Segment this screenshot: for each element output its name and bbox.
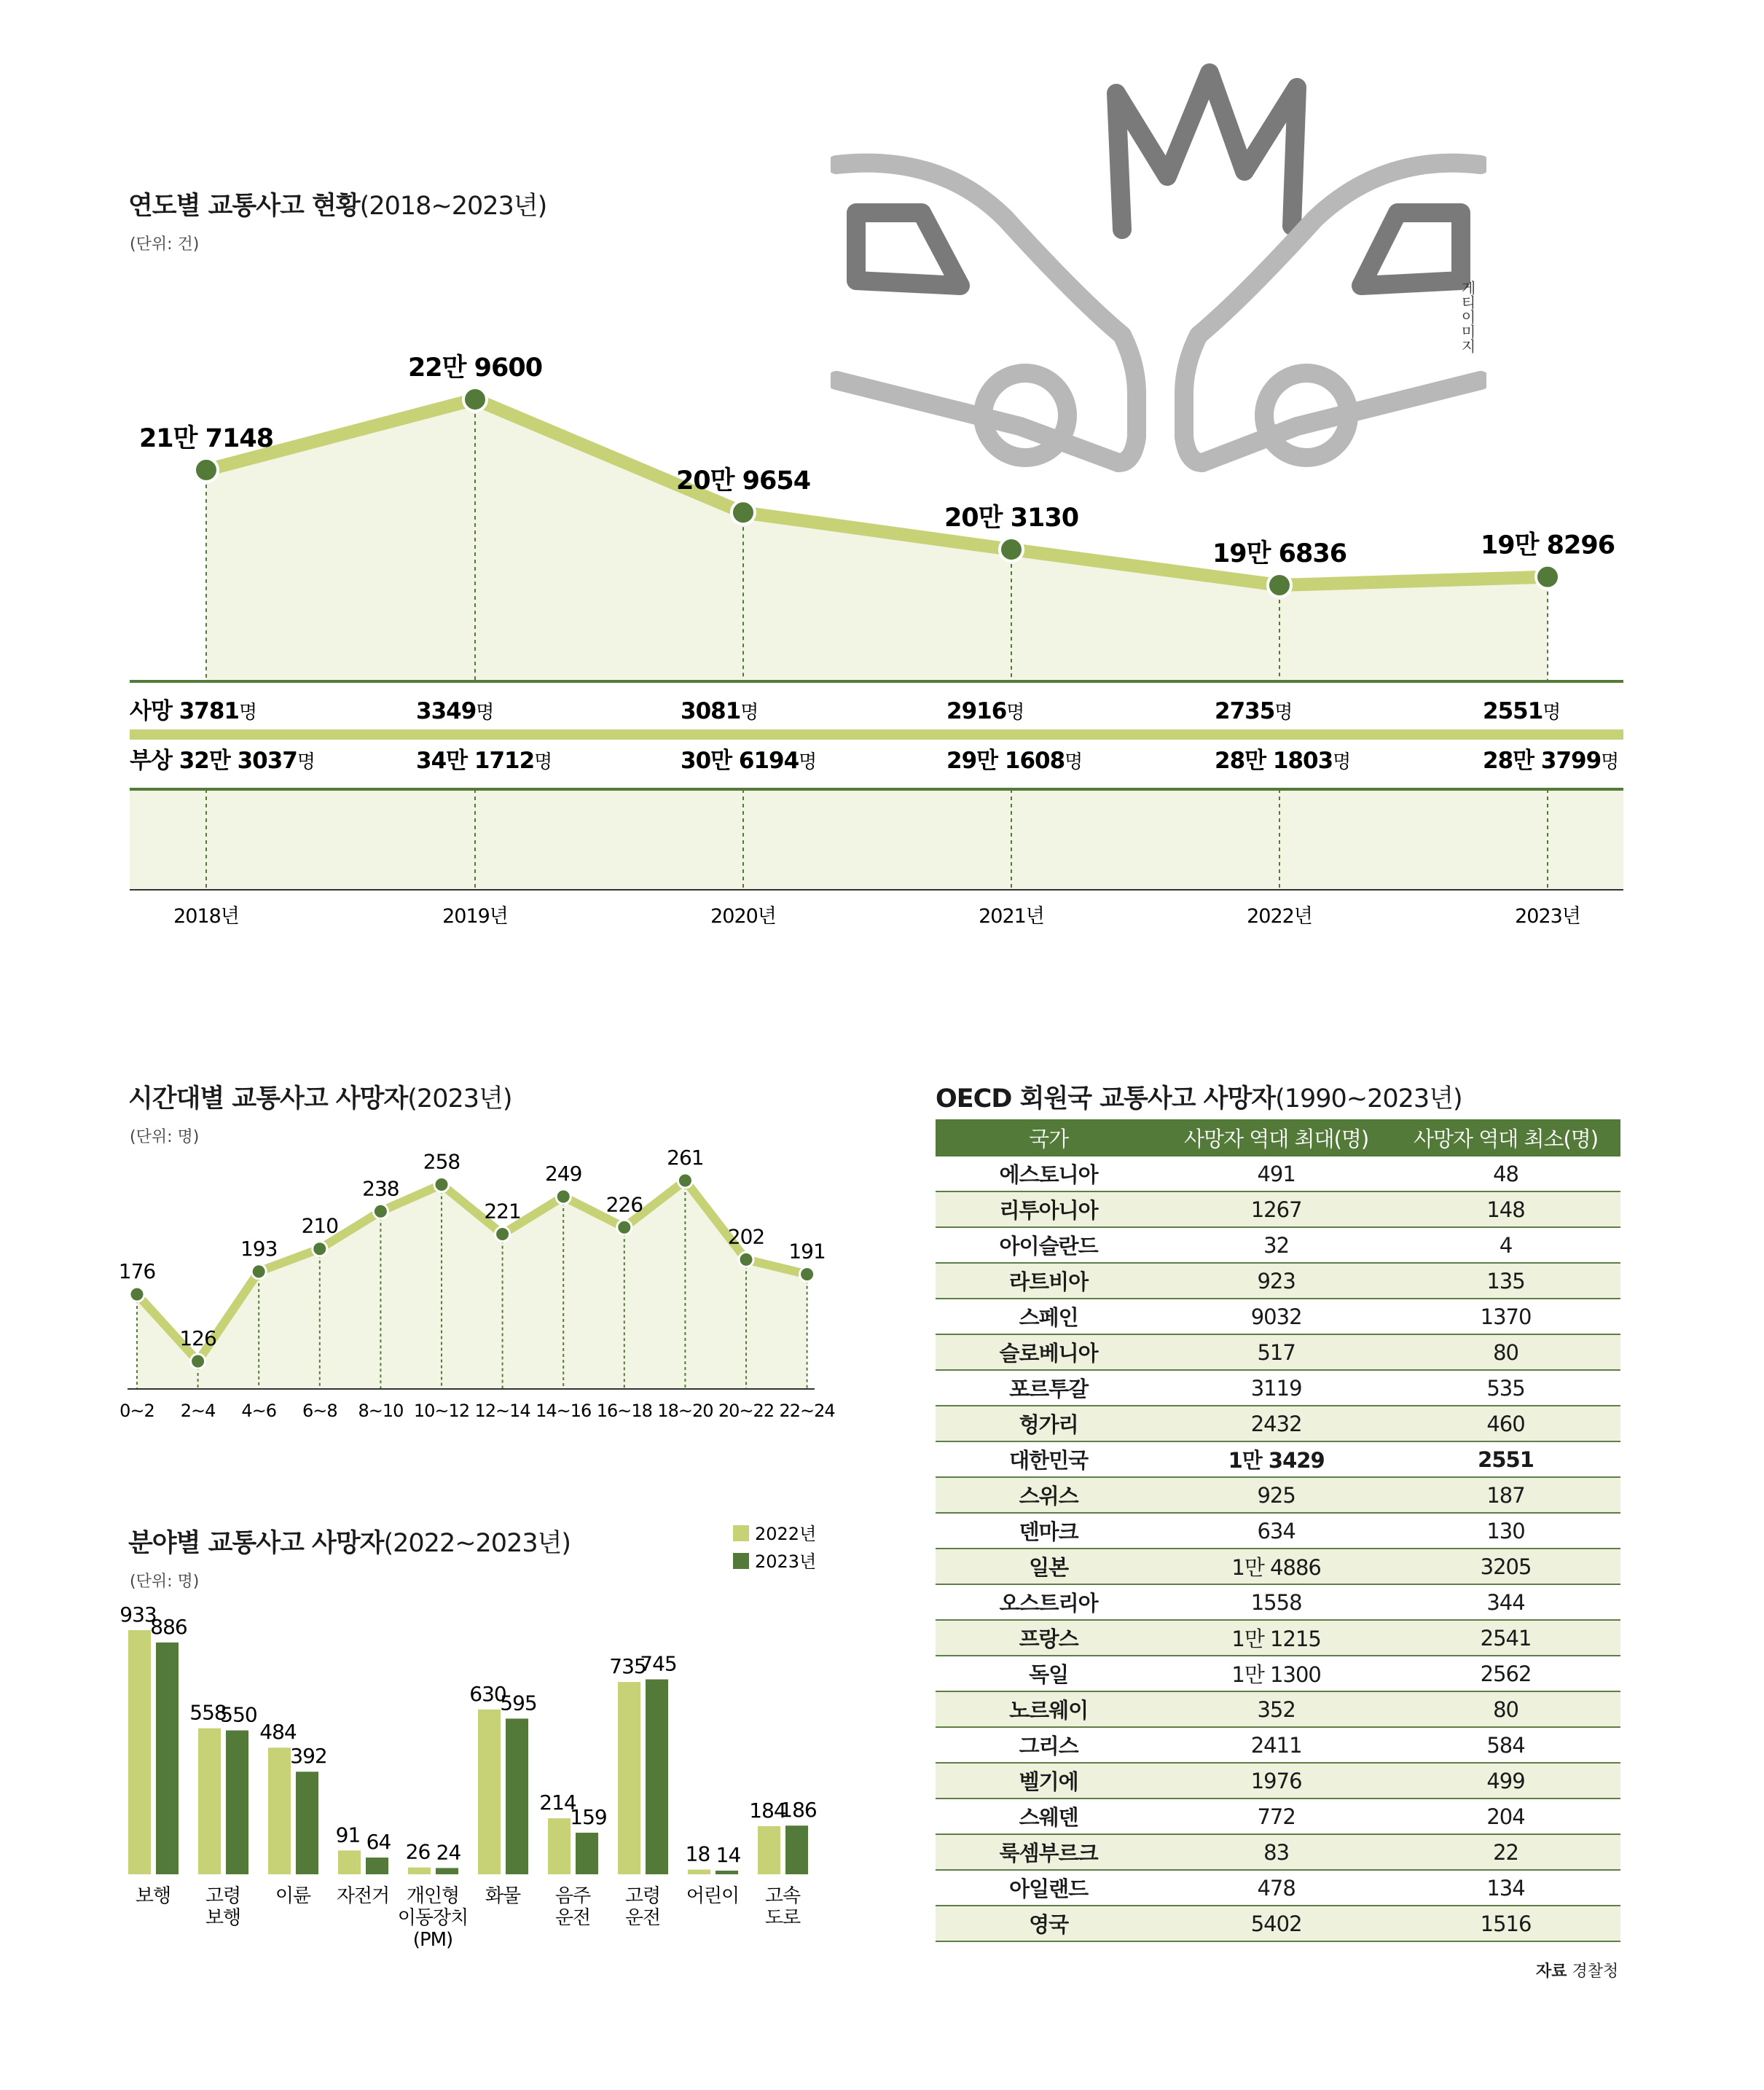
table-row xyxy=(936,1584,1620,1620)
category-x-tick-label: 음주 운전 xyxy=(554,1885,591,1929)
legend-swatch-2023 xyxy=(733,1553,749,1569)
table-row xyxy=(936,1906,1620,1941)
yearly-data-label: 20만 9654 xyxy=(675,466,811,496)
category-data-label-2023: 14 xyxy=(716,1842,741,1867)
category-data-label-2022: 933 xyxy=(119,1602,157,1627)
yearly-x-tick-label: 2019년 xyxy=(442,905,508,928)
hourly-data-point xyxy=(617,1220,632,1234)
oecd-cell-min: 1516 xyxy=(1391,1906,1620,1941)
oecd-cell-max: 923 xyxy=(1161,1263,1391,1299)
oecd-table-title xyxy=(936,1079,1462,1115)
yearly-unit: (단위: 건) xyxy=(130,235,200,254)
category-title-text: 분야별 교통사고 사망자 xyxy=(128,1529,384,1558)
category-bar-2023 xyxy=(366,1858,388,1874)
source-note xyxy=(1536,1959,1618,1981)
table-row xyxy=(936,1477,1620,1513)
hourly-x-tick-label: 10~12 xyxy=(413,1401,470,1421)
hourly-x-tick-label: 16~18 xyxy=(596,1401,652,1421)
oecd-cell-country: 룩셈부르크 xyxy=(936,1834,1161,1870)
hourly-data-label: 191 xyxy=(788,1239,826,1264)
oecd-cell-max: 1만 4886 xyxy=(1161,1549,1391,1584)
oecd-cell-max: 491 xyxy=(1161,1156,1391,1191)
oecd-cell-min: 187 xyxy=(1391,1477,1620,1513)
category-data-label-2022: 18 xyxy=(685,1842,710,1866)
oecd-cell-max: 925 xyxy=(1161,1477,1391,1513)
category-data-label-2023: 886 xyxy=(150,1614,187,1639)
hourly-data-label: 176 xyxy=(118,1259,156,1284)
hourly-x-tick-label: 8~10 xyxy=(358,1401,404,1421)
yearly-data-point xyxy=(1000,538,1023,561)
yearly-data-label: 21만 7148 xyxy=(138,423,274,453)
table-row xyxy=(936,1370,1620,1406)
oecd-cell-country: 아일랜드 xyxy=(936,1870,1161,1906)
yearly-x-tick-label: 2022년 xyxy=(1247,905,1312,928)
category-unit: (단위: 명) xyxy=(130,1573,200,1591)
hourly-data-label: 238 xyxy=(362,1176,399,1201)
oecd-cell-country: 오스트리아 xyxy=(936,1584,1161,1620)
oecd-cell-min: 344 xyxy=(1391,1584,1620,1620)
oecd-cell-min: 2551 xyxy=(1391,1441,1620,1477)
hourly-data-label: 126 xyxy=(179,1326,216,1350)
category-data-label-2022: 214 xyxy=(539,1790,576,1815)
category-bar-2022 xyxy=(198,1729,221,1874)
table-row xyxy=(936,1156,1620,1191)
hourly-x-tick-label: 18~20 xyxy=(657,1401,713,1421)
oecd-cell-country: 일본 xyxy=(936,1549,1161,1584)
oecd-cell-country: 아이슬란드 xyxy=(936,1227,1161,1263)
hourly-data-point xyxy=(313,1242,327,1256)
oecd-cell-min: 48 xyxy=(1391,1156,1620,1191)
oecd-cell-min: 4 xyxy=(1391,1227,1620,1263)
oecd-cell-country: 포르투갈 xyxy=(936,1370,1161,1406)
hourly-x-tick-label: 20~22 xyxy=(718,1401,775,1421)
category-data-label-2022: 735 xyxy=(609,1654,646,1679)
hourly-x-tick-label: 2~4 xyxy=(180,1401,216,1421)
category-bar-2023 xyxy=(646,1680,668,1874)
oecd-cell-country: 프랑스 xyxy=(936,1620,1161,1656)
hourly-data-point xyxy=(495,1226,510,1241)
oecd-cell-max: 352 xyxy=(1161,1691,1391,1727)
yearly-injury-value: 29만 1608명 xyxy=(946,748,1083,774)
table-row xyxy=(936,1263,1620,1299)
oecd-cell-min: 204 xyxy=(1391,1799,1620,1834)
category-bar-2023 xyxy=(436,1868,458,1874)
yearly-title-paren: (2018~2023년) xyxy=(359,192,547,221)
oecd-cell-country: 벨기에 xyxy=(936,1763,1161,1799)
category-data-label-2023: 745 xyxy=(640,1651,677,1676)
oecd-cell-max: 1만 1215 xyxy=(1161,1620,1391,1656)
category-bar-2022 xyxy=(688,1870,710,1874)
category-bar-2022 xyxy=(548,1818,571,1874)
hourly-title-text: 시간대별 교통사고 사망자 xyxy=(128,1084,408,1114)
category-data-label-2023: 392 xyxy=(290,1744,327,1769)
category-data-label-2022: 558 xyxy=(189,1700,227,1725)
oecd-cell-min: 499 xyxy=(1391,1763,1620,1799)
oecd-table xyxy=(936,1119,1620,1942)
category-bar-chart xyxy=(0,1516,874,1968)
oecd-cell-country: 스웨덴 xyxy=(936,1799,1161,1834)
table-row xyxy=(936,1334,1620,1370)
yearly-data-point xyxy=(1536,565,1559,589)
hourly-data-label: 221 xyxy=(484,1199,521,1224)
category-bar-2022 xyxy=(338,1850,361,1874)
yearly-death-value: 2735명 xyxy=(1215,698,1293,724)
category-x-tick-label: 어린이 xyxy=(686,1885,740,1907)
yearly-injury-value: 34만 1712명 xyxy=(416,748,552,774)
oecd-header-country: 국가 xyxy=(936,1119,1161,1156)
source-text: 경찰청 xyxy=(1572,1962,1619,1981)
category-x-tick-label: 자전거 xyxy=(336,1885,390,1907)
table-row xyxy=(936,1620,1620,1656)
hourly-data-label: 202 xyxy=(727,1224,765,1249)
oecd-cell-max: 9032 xyxy=(1161,1299,1391,1334)
oecd-cell-country: 대한민국 xyxy=(936,1441,1161,1477)
hourly-data-point xyxy=(800,1267,815,1282)
category-x-tick-label: 이륜 xyxy=(275,1885,311,1907)
hourly-x-tick-label: 0~2 xyxy=(119,1401,154,1421)
oecd-cell-max: 1558 xyxy=(1161,1584,1391,1620)
oecd-header-min: 사망자 역대 최소(명) xyxy=(1391,1119,1620,1156)
category-x-tick-label: 화물 xyxy=(485,1885,521,1907)
oecd-cell-max: 517 xyxy=(1161,1334,1391,1370)
category-bar-2023 xyxy=(716,1871,738,1874)
oecd-cell-country: 영국 xyxy=(936,1906,1161,1941)
oecd-cell-min: 3205 xyxy=(1391,1549,1620,1584)
table-row xyxy=(936,1441,1620,1477)
category-data-label-2023: 550 xyxy=(220,1702,257,1727)
hourly-data-label: 193 xyxy=(240,1236,278,1261)
legend-label-2022: 2022년 xyxy=(755,1524,817,1544)
oecd-cell-min: 584 xyxy=(1391,1727,1620,1763)
category-x-tick-label: 보행 xyxy=(135,1885,171,1907)
category-x-tick-label: 고속 도로 xyxy=(764,1885,801,1929)
hourly-line-chart xyxy=(0,1093,874,1443)
table-row xyxy=(936,1513,1620,1549)
oecd-cell-min: 2562 xyxy=(1391,1656,1620,1691)
oecd-cell-max: 32 xyxy=(1161,1227,1391,1263)
hourly-data-point xyxy=(434,1178,449,1192)
table-row xyxy=(936,1727,1620,1763)
yearly-death-value: 3081명 xyxy=(681,698,758,724)
oecd-cell-max: 5402 xyxy=(1161,1906,1391,1941)
yearly-data-label: 22만 9600 xyxy=(407,353,543,383)
category-bar-2023 xyxy=(156,1643,179,1874)
hourly-x-tick-label: 12~14 xyxy=(474,1401,530,1421)
oecd-cell-max: 3119 xyxy=(1161,1370,1391,1406)
table-row xyxy=(936,1227,1620,1263)
oecd-cell-country: 스페인 xyxy=(936,1299,1161,1334)
yearly-lower-band xyxy=(130,789,1623,890)
hourly-data-label: 210 xyxy=(301,1213,339,1238)
hourly-data-point xyxy=(191,1354,205,1369)
hourly-data-point xyxy=(556,1189,571,1204)
oecd-cell-country: 라트비아 xyxy=(936,1263,1161,1299)
category-title-paren: (2022~2023년) xyxy=(383,1529,571,1558)
oecd-cell-max: 634 xyxy=(1161,1513,1391,1549)
legend-label-2023: 2023년 xyxy=(755,1551,817,1572)
yearly-rule-middle xyxy=(130,729,1623,740)
category-data-label-2022: 184 xyxy=(749,1798,786,1823)
yearly-data-point xyxy=(463,388,487,411)
yearly-x-tick-label: 2023년 xyxy=(1515,905,1580,928)
table-row xyxy=(936,1656,1620,1691)
category-bar-2022 xyxy=(618,1682,640,1874)
category-bar-2022 xyxy=(268,1747,291,1874)
category-x-tick-label: 고령 운전 xyxy=(624,1885,661,1929)
oecd-cell-min: 130 xyxy=(1391,1513,1620,1549)
category-bar-2022 xyxy=(478,1710,501,1874)
hourly-x-tick-label: 14~16 xyxy=(536,1401,592,1421)
category-data-label-2023: 595 xyxy=(500,1691,537,1715)
table-row xyxy=(936,1191,1620,1227)
table-row xyxy=(936,1799,1620,1834)
oecd-cell-country: 헝가리 xyxy=(936,1406,1161,1441)
category-data-label-2023: 159 xyxy=(570,1804,607,1829)
yearly-death-value: 사망 3781명 xyxy=(130,698,257,724)
yearly-death-value: 3349명 xyxy=(416,698,494,724)
table-row xyxy=(936,1870,1620,1906)
table-row xyxy=(936,1299,1620,1334)
category-bar-2022 xyxy=(128,1630,151,1874)
yearly-death-value: 2916명 xyxy=(946,698,1024,724)
table-row xyxy=(936,1834,1620,1870)
oecd-cell-country: 그리스 xyxy=(936,1727,1161,1763)
oecd-cell-max: 1만 3429 xyxy=(1161,1441,1391,1477)
oecd-title-text: OECD 회원국 교통사고 사망자 xyxy=(936,1084,1276,1114)
oecd-cell-max: 2432 xyxy=(1161,1406,1391,1441)
yearly-x-tick-label: 2021년 xyxy=(979,905,1044,928)
yearly-injury-value: 28만 1803명 xyxy=(1215,748,1351,774)
yearly-title-text: 연도별 교통사고 현황 xyxy=(128,192,360,221)
oecd-cell-min: 22 xyxy=(1391,1834,1620,1870)
yearly-line-chart xyxy=(0,0,1764,947)
oecd-cell-min: 135 xyxy=(1391,1263,1620,1299)
category-bar-2023 xyxy=(296,1772,318,1874)
table-row xyxy=(936,1406,1620,1441)
hourly-data-point xyxy=(251,1264,266,1279)
category-x-tick-label: 고령 보행 xyxy=(205,1885,241,1929)
oecd-cell-country: 독일 xyxy=(936,1656,1161,1691)
oecd-cell-min: 134 xyxy=(1391,1870,1620,1906)
hourly-data-point xyxy=(373,1204,388,1218)
yearly-data-label: 19만 6836 xyxy=(1212,539,1347,568)
category-x-tick-label: 개인형 이동장치 (PM) xyxy=(397,1885,469,1951)
hourly-x-tick-label: 22~24 xyxy=(779,1401,835,1421)
yearly-injury-value: 30만 6194명 xyxy=(681,748,817,774)
table-row xyxy=(936,1549,1620,1584)
oecd-cell-country: 노르웨이 xyxy=(936,1691,1161,1727)
oecd-header-max: 사망자 역대 최대(명) xyxy=(1161,1119,1391,1156)
hourly-data-point xyxy=(739,1252,753,1267)
yearly-data-label: 19만 8296 xyxy=(1480,531,1615,560)
category-data-label-2022: 26 xyxy=(405,1839,431,1864)
category-bar-2022 xyxy=(758,1826,780,1874)
oecd-cell-min: 2541 xyxy=(1391,1620,1620,1656)
category-data-label-2023: 186 xyxy=(780,1798,817,1823)
hourly-title-paren: (2023년) xyxy=(407,1084,512,1114)
hourly-data-label: 226 xyxy=(605,1192,643,1217)
oecd-cell-country: 스위스 xyxy=(936,1477,1161,1513)
oecd-cell-min: 535 xyxy=(1391,1370,1620,1406)
oecd-cell-max: 1976 xyxy=(1161,1763,1391,1799)
photo-credit: 게티이미지 xyxy=(1459,281,1476,353)
hourly-unit: (단위: 명) xyxy=(130,1128,200,1146)
hourly-x-tick-label: 6~8 xyxy=(302,1401,337,1421)
oecd-cell-max: 772 xyxy=(1161,1799,1391,1834)
category-data-label-2023: 24 xyxy=(436,1840,461,1865)
oecd-cell-country: 에스토니아 xyxy=(936,1156,1161,1191)
oecd-cell-min: 80 xyxy=(1391,1334,1620,1370)
oecd-cell-min: 460 xyxy=(1391,1406,1620,1441)
yearly-data-point xyxy=(195,458,218,482)
category-bar-2023 xyxy=(506,1718,528,1874)
yearly-death-value: 2551명 xyxy=(1483,698,1561,724)
hourly-x-tick-label: 4~6 xyxy=(241,1401,277,1421)
yearly-data-point xyxy=(1268,574,1291,597)
hourly-data-label: 249 xyxy=(544,1162,582,1186)
oecd-cell-max: 478 xyxy=(1161,1870,1391,1906)
table-row xyxy=(936,1763,1620,1799)
oecd-table-header-row xyxy=(936,1119,1620,1156)
oecd-cell-country: 리투아니아 xyxy=(936,1191,1161,1227)
table-row xyxy=(936,1691,1620,1727)
legend-swatch-2022 xyxy=(733,1525,749,1541)
yearly-x-tick-label: 2020년 xyxy=(710,905,776,928)
yearly-data-label: 20만 3130 xyxy=(944,504,1079,533)
oecd-cell-min: 1370 xyxy=(1391,1299,1620,1334)
category-bar-2023 xyxy=(785,1825,808,1874)
category-data-label-2022: 484 xyxy=(259,1720,297,1745)
hourly-data-label: 261 xyxy=(667,1146,704,1170)
yearly-injury-value: 부상 32만 3037명 xyxy=(130,748,315,774)
hourly-data-point xyxy=(130,1287,144,1302)
oecd-cell-min: 148 xyxy=(1391,1191,1620,1227)
category-data-label-2022: 630 xyxy=(469,1681,506,1706)
yearly-data-point xyxy=(732,501,755,524)
category-data-label-2022: 91 xyxy=(335,1823,361,1847)
oecd-cell-min: 80 xyxy=(1391,1691,1620,1727)
category-bar-2023 xyxy=(576,1833,598,1874)
oecd-cell-country: 슬로베니아 xyxy=(936,1334,1161,1370)
oecd-title-paren: (1990~2023년) xyxy=(1275,1084,1462,1114)
source-label: 자료 xyxy=(1536,1962,1567,1981)
oecd-cell-max: 83 xyxy=(1161,1834,1391,1870)
oecd-cell-max: 2411 xyxy=(1161,1727,1391,1763)
oecd-cell-country: 덴마크 xyxy=(936,1513,1161,1549)
oecd-cell-max: 1267 xyxy=(1161,1191,1391,1227)
category-data-label-2023: 64 xyxy=(366,1830,391,1855)
category-bar-2022 xyxy=(408,1868,431,1874)
yearly-injury-value: 28만 3799명 xyxy=(1483,748,1619,774)
oecd-cell-max: 1만 1300 xyxy=(1161,1656,1391,1691)
hourly-data-label: 258 xyxy=(423,1149,460,1174)
yearly-x-tick-label: 2018년 xyxy=(173,905,239,928)
hourly-data-point xyxy=(678,1173,692,1188)
category-bar-2023 xyxy=(226,1731,248,1874)
